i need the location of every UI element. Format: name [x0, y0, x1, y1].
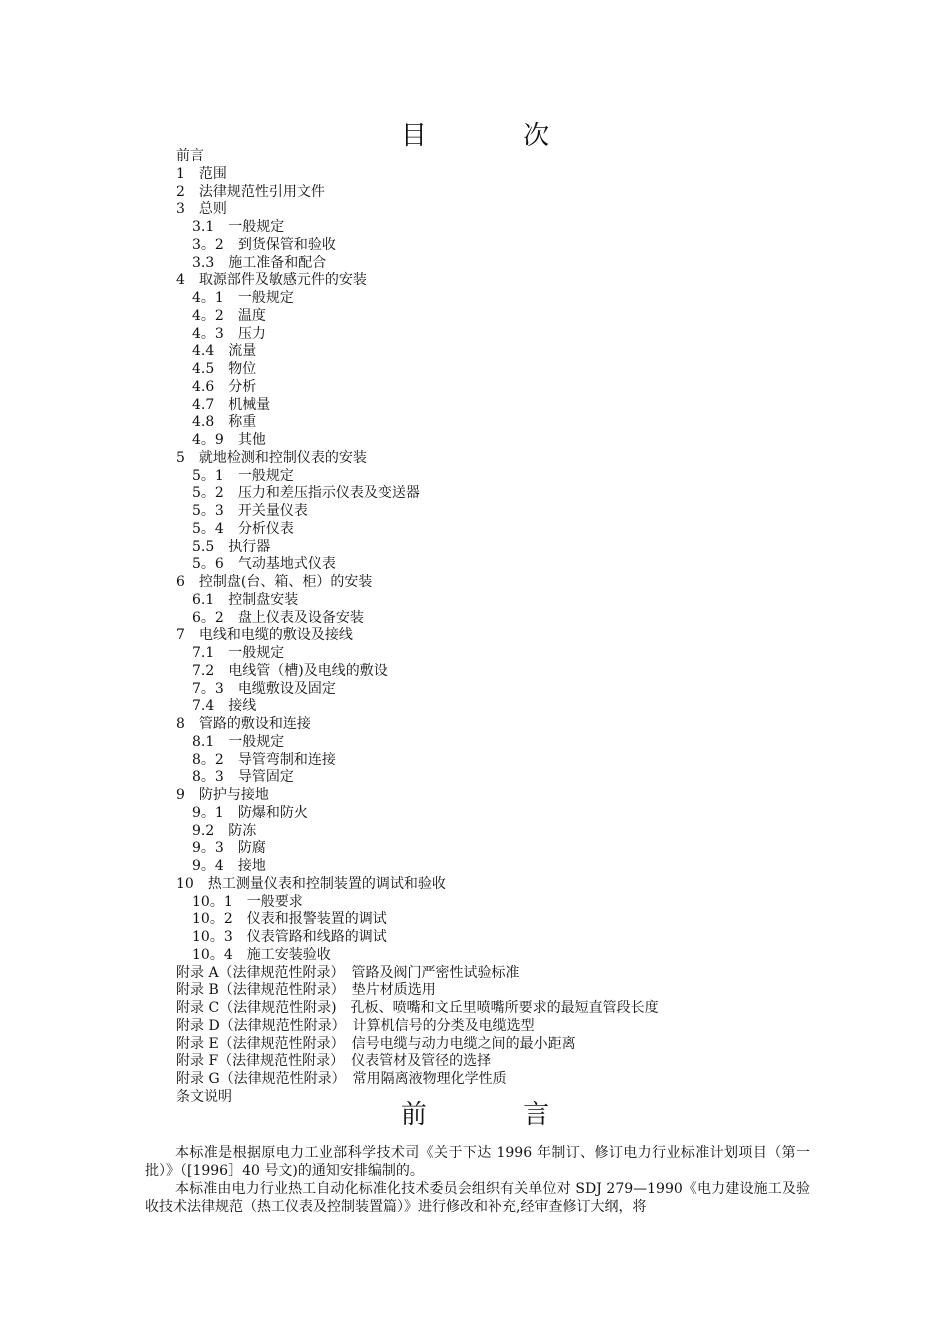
toc-item[interactable]: 5。3 开关量仪表	[192, 503, 308, 519]
toc-item[interactable]: 3.3 施工准备和配合	[192, 254, 327, 271]
toc-item[interactable]: 9 防护与接地	[176, 787, 269, 803]
toc-item[interactable]: 5 就地检测和控制仪表的安装	[176, 449, 367, 466]
preface-paragraph: 本标准由电力行业热工自动化标准化技术委员会组织有关单位对 SDJ 279—1990《电力建设施工及验收技术法律规范（热工仪表及控制装置篇）》进行修改和补充,经审查修订大纲，将	[145, 1181, 810, 1215]
toc-item[interactable]: 附录 F（法律规范性附录） 仪表管材及管径的选择	[176, 1053, 492, 1070]
toc-item[interactable]: 9.2 防冻	[192, 822, 257, 839]
toc-item[interactable]: 4。1 一般规定	[192, 290, 294, 306]
toc-item[interactable]: 4。9 其他	[192, 432, 266, 448]
toc-item[interactable]: 5。4 分析仪表	[192, 520, 294, 537]
toc-item[interactable]: 4.5 物位	[192, 361, 257, 377]
toc-item[interactable]: 5。2 压力和差压指示仪表及变送器	[192, 485, 420, 502]
toc-item[interactable]: 条文说明	[176, 1088, 232, 1105]
toc-item[interactable]: 8。2 导管弯制和连接	[192, 751, 336, 768]
toc-item[interactable]: 4.4 流量	[192, 343, 257, 360]
toc-item[interactable]: 附录 B（法律规范性附录） 垫片材质选用	[176, 982, 436, 999]
toc-item[interactable]: 4。3 压力	[192, 325, 266, 342]
toc-item[interactable]: 4。2 温度	[192, 307, 266, 324]
toc-item[interactable]: 8。3 导管固定	[192, 769, 294, 786]
preface-title: 前 言	[400, 1100, 594, 1130]
toc-item[interactable]: 附录 G（法律规范性附录） 常用隔离液物理化学性质	[176, 1071, 507, 1087]
toc-item[interactable]: 4.7 机械量	[192, 396, 271, 413]
toc-item[interactable]: 5。6 气动基地式仪表	[192, 556, 336, 573]
toc-item[interactable]: 7.2 电线管（槽)及电线的敷设	[192, 662, 388, 679]
toc-item[interactable]: 7.1 一般规定	[192, 645, 285, 661]
toc-item[interactable]: 附录 D（法律规范性附录） 计算机信号的分类及电缆选型	[176, 1017, 535, 1034]
toc-item[interactable]: 7.4 接线	[192, 698, 257, 715]
toc-item[interactable]: 9。3 防腐	[192, 840, 266, 857]
toc-item[interactable]: 5。1 一般规定	[192, 467, 294, 484]
toc-item[interactable]: 8.1 一般规定	[192, 733, 285, 750]
toc-item[interactable]: 3。2 到货保管和验收	[192, 236, 336, 253]
toc-item[interactable]: 7 电线和电缆的敷设及接线	[176, 627, 353, 644]
toc-item[interactable]: 附录 C（法律规范性附录) 孔板、喷嘴和文丘里喷嘴所要求的最短直管段长度	[176, 1000, 659, 1016]
toc-item[interactable]: 4 取源部件及敏感元件的安装	[176, 272, 367, 289]
toc-item[interactable]: 10。3 仪表管路和线路的调试	[192, 929, 387, 945]
toc-item[interactable]: 6.1 控制盘安装	[192, 591, 299, 608]
toc-item[interactable]: 5.5 执行器	[192, 538, 271, 555]
toc-item[interactable]: 9。4 接地	[192, 858, 266, 874]
toc-item[interactable]: 前言	[176, 148, 204, 164]
toc-item[interactable]: 3 总则	[176, 201, 227, 218]
toc-item[interactable]: 6 控制盘(台、箱、柜）的安装	[176, 574, 373, 590]
toc-item[interactable]: 9。1 防爆和防火	[192, 804, 308, 821]
toc-item[interactable]: 1 范围	[176, 165, 227, 182]
toc-item[interactable]: 8 管路的敷设和连接	[176, 716, 311, 732]
toc-item[interactable]: 3.1 一般规定	[192, 219, 285, 235]
preface-body	[145, 1144, 810, 1216]
toc-item[interactable]: 6。2 盘上仪表及设备安装	[192, 609, 364, 626]
preface-paragraph: 本标准是根据原电力工业部科学技术司《关于下达 1996 年制订、修订电力行业标准计划项目（第一批）》（[1996］40 号文)的通知安排编制的。	[145, 1145, 810, 1179]
toc-item[interactable]: 附录 A（法律规范性附录） 管路及阀门严密性试验标准	[176, 964, 520, 981]
toc-item[interactable]: 7。3 电缆敷设及固定	[192, 680, 336, 697]
toc-item[interactable]: 2 法律规范性引用文件	[176, 183, 325, 200]
toc-item[interactable]: 10 热工测量仪表和控制装置的调试和验收	[176, 875, 446, 892]
toc-item[interactable]: 4.6 分析	[192, 378, 257, 395]
toc-item[interactable]: 10。2 仪表和报警装置的调试	[192, 911, 387, 928]
toc-item[interactable]: 10。4 施工安装验收	[192, 946, 331, 963]
toc-title: 目 次	[400, 121, 594, 151]
toc-item[interactable]: 10。1 一般要求	[192, 893, 303, 910]
toc-item[interactable]: 附录 E（法律规范性附录） 信号电缆与动力电缆之间的最小距离	[176, 1035, 576, 1052]
toc-item[interactable]: 4.8 称重	[192, 414, 257, 431]
table-of-contents	[176, 148, 876, 1107]
